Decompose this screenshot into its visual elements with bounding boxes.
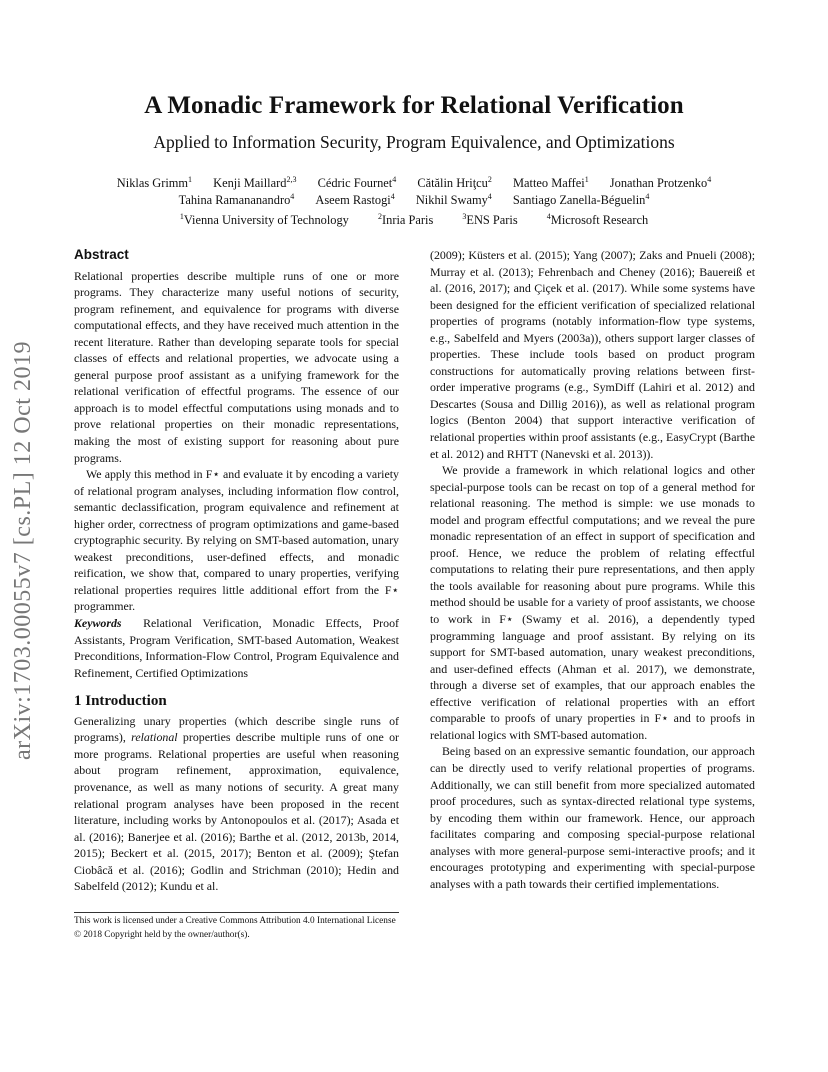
author: Santiago Zanella-Béguelin$^4$: [512, 191, 650, 207]
footnote-divider: [74, 912, 399, 913]
author: Jonathan Protzenko$^4$: [609, 174, 712, 190]
keywords-label: Keywords: [74, 616, 122, 631]
body-paragraph: (2009); Küsters et al. (2015); Yang (2007); Zaks and Pnueli (2008); Murray et al. (2013); Fehrenbach and Cheney (2016); Bauereiß et al. (2016, 2017); and Çiçek et al. (2017). While some systems have been designed for the efficient verification of specialized relational properties of programs (notably information-flow type systems, e.g., Sabelfeld and Myers (2003a)), others support larger classes of properties. These include tools based on product program constructions for automatically proving relations between first-order imperative programs (e.g., SymDiff (Lahiri et al. 2012) and Descartes (Sousa and Dillig 2016)), as well as relational program logics (Benton 2004) that support interactive verification of relational properties within proof assistants (e.g., EasyCrypt (Barthe et al. 2012) and RHTT (Nanevski et al. 2013)).: [430, 248, 755, 461]
author: Cédric Fournet$^4$: [317, 174, 397, 190]
intro-heading: 1 Introduction: [74, 693, 167, 710]
license-note: This work is licensed under a Creative Commons Attribution 4.0 International License: [74, 916, 396, 926]
affiliations: [60, 213, 768, 228]
arxiv-stamp: arXiv:1703.00055v7 [cs.PL] 12 Oct 2019: [10, 341, 36, 760]
author: Niklas Grimm$^1$: [116, 174, 193, 190]
left-column: [74, 247, 399, 895]
keywords: [74, 615, 399, 681]
right-column: [430, 247, 755, 892]
author: Kenji Maillard$^{2,3}$: [213, 174, 297, 190]
author: Nikhil Swamy$^4$: [415, 191, 492, 207]
affiliation: $^2$Inria Paris: [378, 211, 434, 227]
intro-paragraph: Generalizing unary properties (which describe single runs of programs), relational properties describe multiple runs of one or more programs. Relational properties are useful when reasoning about program refinement, approximation, equivalence, provenance, as well as many notions of security. A great many relational program analyses have been proposed in the recent literature, including works by Antonopoulos et al. (2017); Asada et al. (2016); Banerjee et al. (2016); Barthe et al. (2012, 2013b, 2014, 2015); Beckert et al. (2015, 2017); Benton et al. (2009); Ştefan Ciobâcă et al. (2016); Godlin and Strichman (2010); Hedin and Sabelfeld (2012); Kundu et al.: [74, 713, 399, 894]
paper-subtitle: Applied to Information Security, Program Equivalence, and Optimizations: [153, 132, 675, 152]
affiliation: $^4$Microsoft Research: [546, 211, 649, 227]
emphasis: relational: [131, 730, 178, 745]
abstract-paragraph: Relational properties describe multiple runs of one or more programs. They characterize many useful notions of security, program refinement, and equivalence for programs with diverse computational effects, and they have received much attention in the recent literature. Rather than developing separate tools for special classes of effects and relational properties, we advocate using a general purpose proof assistant as a unifying framework for the relational verification of effectful programs. The essence of our approach is to model effectful computations using monads and to prove relational properties on their monadic representations, making the most of existing support for reasoning about pure programs.: [74, 268, 399, 465]
paper-title: A Monadic Framework for Relational Verification: [144, 92, 684, 119]
abstract-paragraph: We apply this method in F⋆ and evaluate it by encoding a variety of relational program analyses, including information flow control, semantic declassification, program equivalence and refinement at higher order, correctness of program optimizations and game-based cryptographic security. By relying on SMT-based automation, unary weakest preconditions, user-defined effects, and monadic reification, we show that, compared to unary properties, verifying relational properties requires little additional effort from the F⋆ programmer.: [74, 467, 399, 614]
body-paragraph: Being based on an expressive semantic foundation, our approach can be directly used to verify relational properties of programs. Additionally, we can still benefit from more specialized automated proof procedures, such as syntax-directed relational type systems, by encoding them within our framework. Hence, our approach facilitates comparing and composing special-purpose relational analyses with more general-purpose semi-interactive proofs; and it encourages prototyping and experimenting with special-purpose analyses with a path towards their certified implementations.: [430, 744, 755, 891]
author: Cătălin Hriţcu$^2$: [417, 174, 492, 190]
affiliation: $^3$ENS Paris: [462, 211, 518, 227]
copyright-note: © 2018 Copyright held by the owner/author(s).: [74, 929, 250, 940]
body-paragraph: We provide a framework in which relational logics and other special-purpose tools can be recast on top of a general method for relational reasoning. The method is simple: we use monads to model and program effectful computations; and we reveal the pure monadic representation of an effect in support of specification and proof. Hence, we reduce the problem of relating effectful computations to relating their pure representations, and then apply the tools available for reasoning about pure programs. While this method should be usable for a variety of proof assistants, we choose to work in F⋆ (Swamy et al. 2016), a dependently typed programming language and proof assistant. By relying on its support for SMT-based automation, unary weakest preconditions, and user-defined effects (Ahman et al. 2017), we demonstrate, through a diverse set of examples, that our approach enables the effective verification of relational properties with an effort comparable to proofs of unary properties in F⋆ and to proofs in relational logics with SMT-based automation.: [430, 463, 755, 742]
keywords-text: Relational Verification, Monadic Effects, Proof Assistants, Program Verification, SMT-based Automation, Weakest Preconditions, Information-Flow Control, Program Equivalence and Refinement, Certified Optimizations: [74, 616, 399, 680]
author: Matteo Maffei$^1$: [513, 174, 589, 190]
authors-row-1: [60, 174, 768, 192]
affiliation: $^1$Vienna University of Technology: [179, 211, 349, 227]
author: Aseem Rastogi$^4$: [315, 191, 395, 207]
abstract-heading: Abstract: [74, 247, 129, 262]
authors-row-2: [60, 191, 768, 209]
footnote: [74, 915, 399, 942]
author: Tahina Ramananandro$^4$: [178, 191, 295, 207]
